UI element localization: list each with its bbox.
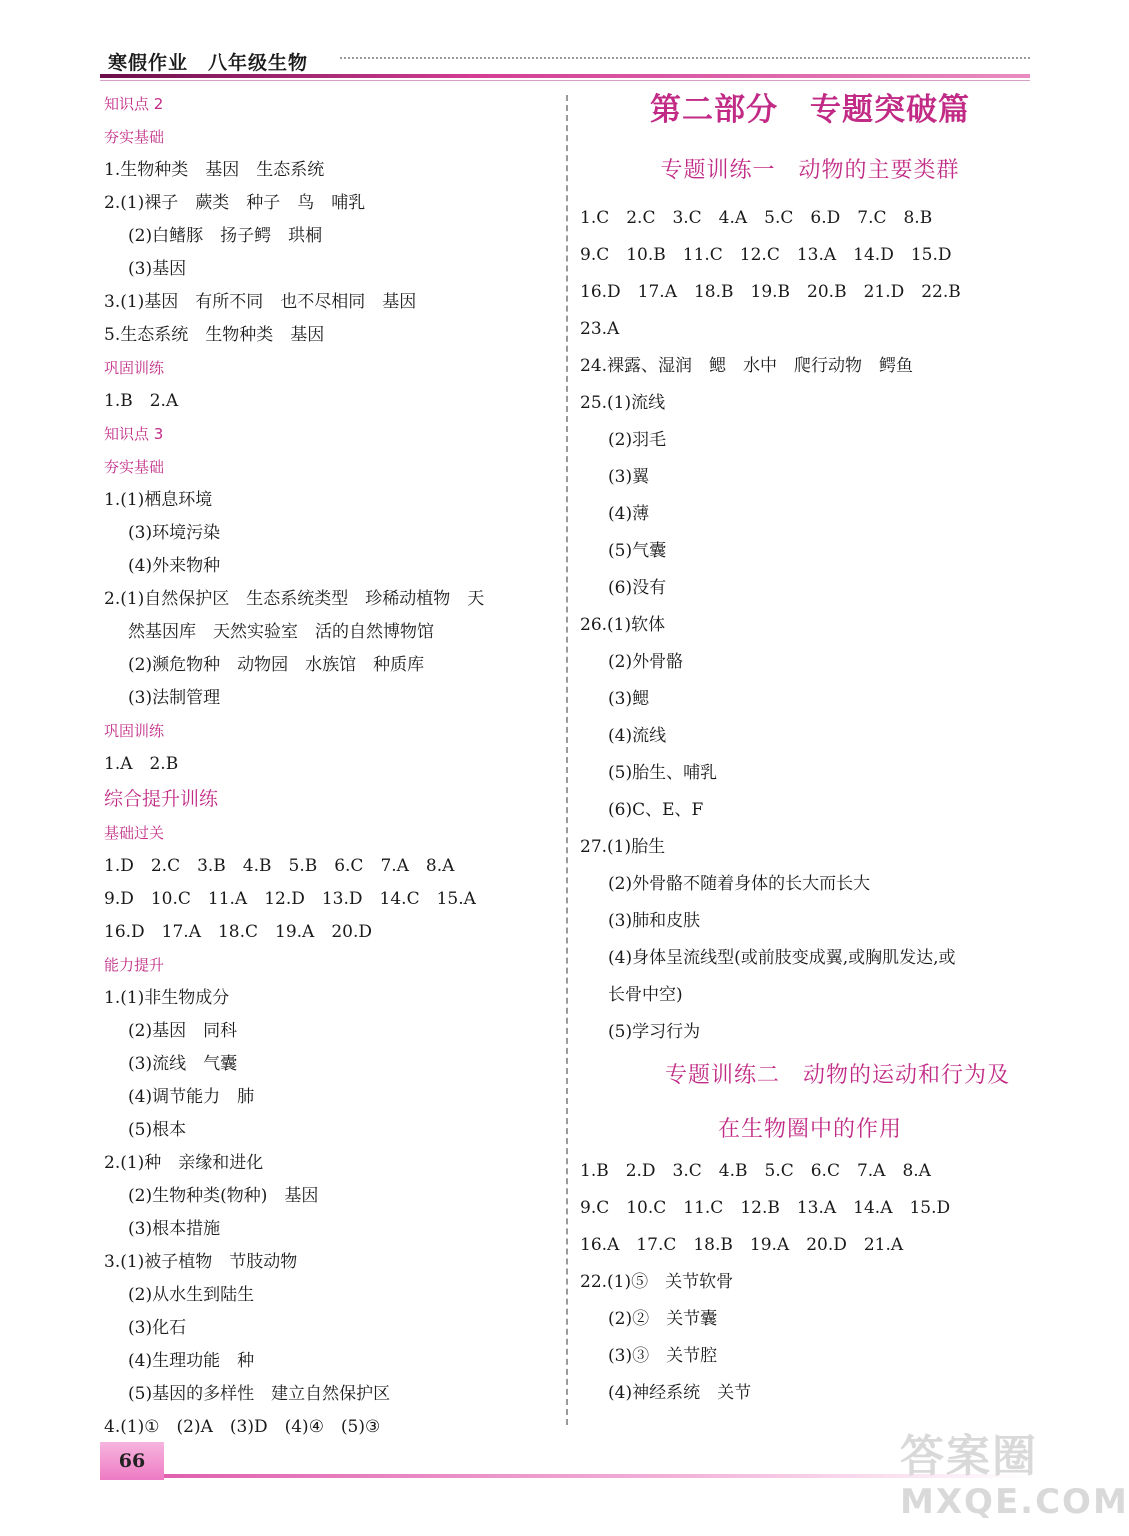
- subsection-label: 夯实基础: [104, 128, 165, 146]
- answer-line: (2)外骨骼不随着身体的长大而长大: [608, 874, 871, 894]
- answer-line: (2)羽毛: [608, 430, 667, 450]
- answer-line: (6)C、E、F: [608, 800, 704, 820]
- answer-line: 22.(1)⑤ 关节软骨: [580, 1272, 734, 1292]
- answer-line: 24.裸露、湿润 鳃 水中 爬行动物 鳄鱼: [580, 356, 914, 376]
- header-rule: [100, 74, 1030, 78]
- answer-line: 2.(1)自然保护区 生态系统类型 珍稀动植物 天: [104, 589, 485, 609]
- answer-line: (5)气囊: [608, 541, 667, 561]
- page-number: 66: [118, 1450, 146, 1472]
- subsection-label: 夯实基础: [104, 458, 165, 476]
- answer-line: 2.(1)裸子 蕨类 种子 鸟 哺乳: [104, 193, 366, 213]
- answer-line: 3.(1)被子植物 节肢动物: [104, 1252, 298, 1272]
- answer-line: 25.(1)流线: [580, 393, 666, 413]
- answer-line: (3)根本措施: [128, 1219, 221, 1239]
- part-title: 第二部分 专题突破篇: [650, 92, 970, 128]
- answer-line: (4)外来物种: [128, 556, 221, 576]
- subsection-label: 巩固训练: [104, 722, 165, 740]
- answer-line: 23.A: [580, 319, 620, 339]
- answer-line: (5)根本: [128, 1120, 187, 1140]
- answer-line: 3.(1)基因 有所不同 也不尽相同 基因: [104, 292, 417, 312]
- answer-line: 9.D 10.C 11.A 12.D 13.D 14.C 15.A: [104, 889, 476, 909]
- answer-line: 16.A 17.C 18.B 19.A 20.D 21.A: [580, 1235, 904, 1255]
- header-thin-rule: [100, 80, 1030, 81]
- answer-line: (3)翼: [608, 467, 650, 487]
- answer-line: 1.(1)栖息环境: [104, 490, 213, 510]
- answer-line: 1.C 2.C 3.C 4.A 5.C 6.D 7.C 8.B: [580, 208, 933, 228]
- answer-line: (3)法制管理: [128, 688, 221, 708]
- topic-heading: 专题训练一 动物的主要类群: [660, 158, 960, 183]
- answer-line: (2)从水生到陆生: [128, 1285, 255, 1305]
- answer-line: (3)环境污染: [128, 523, 221, 543]
- answer-line: 1.B 2.D 3.C 4.B 5.C 6.C 7.A 8.A: [580, 1161, 931, 1181]
- section-heading: 综合提升训练: [104, 788, 219, 810]
- subsection-label: 能力提升: [104, 956, 165, 974]
- left-column: [104, 88, 554, 1444]
- answer-line: (4)薄: [608, 504, 650, 524]
- answer-line: 16.D 17.A 18.C 19.A 20.D: [104, 922, 372, 942]
- answer-line: (6)没有: [608, 578, 667, 598]
- answer-line: (3)化石: [128, 1318, 187, 1338]
- answer-line: (4)身体呈流线型(或前肢变成翼,或胸肌发达,或: [608, 948, 956, 968]
- answer-line: 1.D 2.C 3.B 4.B 5.B 6.C 7.A 8.A: [104, 856, 455, 876]
- answer-line: (3)肺和皮肤: [608, 911, 701, 931]
- column-divider: [566, 95, 568, 1425]
- answer-line: (3)流线 气囊: [128, 1054, 238, 1074]
- answer-line: (3)基因: [128, 259, 187, 279]
- answer-line: (4)生理功能 种: [128, 1351, 255, 1371]
- answer-line: 9.C 10.B 11.C 12.C 13.A 14.D 15.D: [580, 245, 952, 265]
- answer-line: (2)白鳍豚 扬子鳄 珙桐: [128, 226, 323, 246]
- header-dotted-rule: [340, 57, 1030, 59]
- subsection-label: 巩固训练: [104, 359, 165, 377]
- answer-line: 长骨中空): [608, 985, 683, 1005]
- answer-line: (4)流线: [608, 726, 667, 746]
- answer-line: 然基因库 天然实验室 活的自然博物馆: [128, 622, 434, 642]
- topic-heading-continued: 在生物圈中的作用: [717, 1117, 902, 1142]
- answer-line: (5)基因的多样性 建立自然保护区: [128, 1384, 391, 1404]
- topic-heading: 专题训练二 动物的运动和行为及: [664, 1063, 1010, 1088]
- watermark-text: 答案圈: [900, 1431, 1038, 1482]
- right-column: [580, 88, 1040, 1412]
- answer-line: (2)② 关节囊: [608, 1309, 718, 1329]
- subsection-label: 基础过关: [104, 824, 165, 842]
- answer-line: 1.(1)非生物成分: [104, 988, 230, 1008]
- page-header: [100, 42, 1030, 82]
- answer-line: 9.C 10.C 11.C 12.B 13.A 14.A 15.D: [580, 1198, 951, 1218]
- watermark-logo: [900, 1420, 1129, 1530]
- answer-line: 1.生物种类 基因 生态系统: [104, 160, 325, 180]
- answer-line: (4)调节能力 肺: [128, 1087, 255, 1107]
- answer-line: 27.(1)胎生: [580, 837, 666, 857]
- watermark-url: MXQE.COM: [900, 1482, 1129, 1522]
- answer-line: (5)胎生、哺乳: [608, 763, 718, 783]
- answer-line: (3)鳃: [608, 689, 650, 709]
- answer-line: 26.(1)软体: [580, 615, 666, 635]
- answer-line: 1.B 2.A: [104, 391, 179, 411]
- page-footer: [100, 1442, 1030, 1482]
- header-title: 寒假作业 八年级生物: [108, 52, 309, 74]
- answer-line: 4.(1)① (2)A (3)D (4)④ (5)③: [104, 1417, 381, 1437]
- subsection-label: 知识点 2: [104, 95, 164, 113]
- answer-line: (2)基因 同科: [128, 1021, 238, 1041]
- answer-line: 1.A 2.B: [104, 754, 179, 774]
- answer-line: (2)外骨骼: [608, 652, 684, 672]
- answer-line: 16.D 17.A 18.B 19.B 20.B 21.D 22.B: [580, 282, 961, 302]
- answer-line: 5.生态系统 生物种类 基因: [104, 325, 325, 345]
- subsection-label: 知识点 3: [104, 425, 164, 443]
- answer-line: (2)生物种类(物种) 基因: [128, 1186, 319, 1206]
- answer-line: (3)③ 关节腔: [608, 1346, 718, 1366]
- answer-line: 2.(1)种 亲缘和进化: [104, 1153, 264, 1173]
- answer-line: (2)濒危物种 动物园 水族馆 种质库: [128, 655, 425, 675]
- answer-line: (5)学习行为: [608, 1022, 701, 1042]
- answer-line: (4)神经系统 关节: [608, 1383, 752, 1403]
